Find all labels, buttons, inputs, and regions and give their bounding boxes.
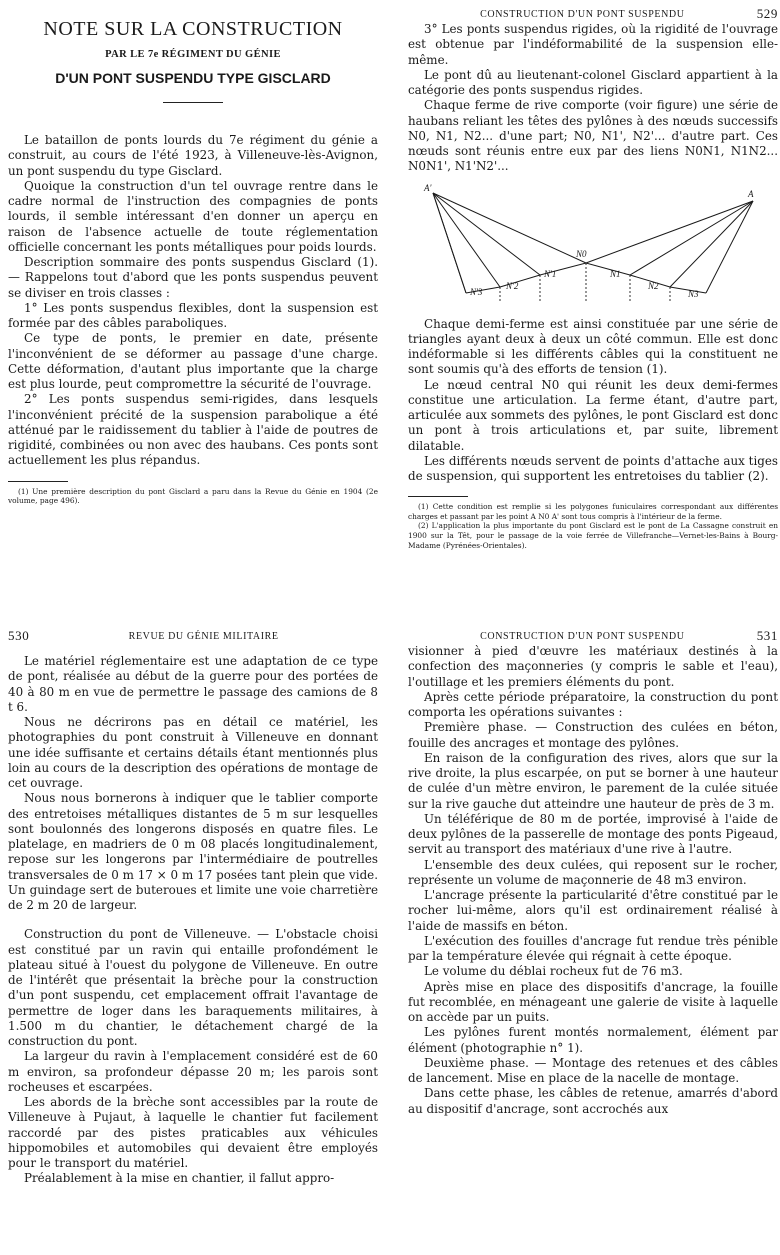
page-number: 529 bbox=[756, 6, 778, 21]
running-header bbox=[408, 628, 778, 644]
footnote: (2) L'application la plus importante du pont Gisclard est le pont de La Cassagne construit en 1900 sur la Têt, pour le passage de la voie ferrée de Villefranche—Vernet-les-Bains à Bourg-Madame (Pyrénées-Orientales). bbox=[408, 521, 778, 550]
paragraph: L'ancrage présente la particularité d'être constitué par le rocher lui-même, alors qu'il est ordinairement réalisé à l'aide de massifs en béton. bbox=[408, 888, 778, 933]
paragraph: visionner à pied d'œuvre les matériaux destinés à la confection des maçonneries (y compris le sable et l'eau), l'outillage et les premiers éléments du pont. bbox=[408, 644, 778, 689]
paragraph: Quoique la construction d'un tel ouvrage rentre dans le cadre normal de l'instruction des compagnies de ponts lourds, il semble intéressant d'en donner un aperçu en raison de l'absence actuelle de toute réglementation officielle concernant les ponts métalliques pour poids lourds. bbox=[8, 178, 378, 254]
page-number: 530 bbox=[8, 628, 30, 643]
pylon-side bbox=[433, 193, 466, 293]
running-header bbox=[8, 628, 378, 644]
page-left-top bbox=[8, 6, 378, 616]
paragraph: Le pont dû au lieutenant-colonel Gisclard appartient à la catégorie des ponts suspendus rigides. bbox=[408, 67, 778, 97]
hauban-line bbox=[433, 193, 500, 287]
label-A-prime: A' bbox=[424, 182, 432, 193]
paragraph: Première phase. — Construction des culées en béton, fouille des ancrages et montage des pylônes. bbox=[408, 720, 778, 750]
paragraph: Nous nous bornerons à indiquer que le tablier comporte des entretoises métalliques distantes de 5 m sur lesquelles sont boulonnés des longerons disposés en quatre files. Le platelage, en madriers de 0 m 08 placés longitudinalement, repose sur les longerons par l'intermédiaire de poutrelles transversales de 0 m 17 × 0 m 17 posées tant plein que vide. Un guindage sert de buteroues et limite une voie charretière de 2 m 20 de largeur. bbox=[8, 791, 378, 912]
label-N3-prime: N'3 bbox=[470, 286, 483, 297]
paragraph: Chaque demi-ferme est ainsi constituée par une série de triangles ayant deux à deux un côté commun. Elle est donc indéformable si les différents câbles qui la constituent ne sont soumis qu'à des efforts de tension (1). bbox=[408, 316, 778, 377]
running-head-title: CONSTRUCTION D'UN PONT SUSPENDU bbox=[480, 630, 685, 642]
paragraph: 1° Les ponts suspendus flexibles, dont la suspension est formée par des câbles paraboliques. bbox=[8, 300, 378, 330]
label-N3: N3 bbox=[688, 288, 699, 299]
paragraph: Après mise en place des dispositifs d'ancrage, la fouille fut recomblée, en ménageant une galerie de visite à laquelle on accède par un puits. bbox=[408, 979, 778, 1024]
paragraph: L'exécution des fouilles d'ancrage fut rendue très pénible par la température élevée qui régnait à cette époque. bbox=[408, 933, 778, 963]
footnote-divider bbox=[408, 496, 468, 497]
paragraph: Dans cette phase, les câbles de retenue, amarrés d'abord au dispositif d'ancrage, sont accrochés aux bbox=[408, 1086, 778, 1116]
running-head-title: REVUE DU GÉNIE MILITAIRE bbox=[128, 630, 279, 642]
running-header bbox=[408, 6, 778, 22]
paragraph: Les abords de la brèche sont accessibles par la route de Villeneuve à Pujaut, à laquelle le chantier fut facilement raccordé par des pistes praticables aux véhicules hippomobiles et automobiles qui devaient être employés pour le transport du matériel. bbox=[8, 1095, 378, 1170]
label-A: A bbox=[748, 188, 754, 199]
article-title-line3: D'UN PONT SUSPENDU TYPE GISCLARD bbox=[55, 70, 331, 86]
title-divider bbox=[163, 102, 223, 103]
paragraph: Le bataillon de ponts lourds du 7e régiment du génie a construit, au cours de l'été 1923, à Villeneuve-lès-Avignon, un pont suspendu du type Gisclard. bbox=[8, 133, 378, 178]
paragraph: Les différents nœuds servent de points d'attache aux tiges de suspension, qui supportent les entretoises du tablier (2). bbox=[408, 453, 778, 483]
paragraph: Un téléférique de 80 m de portée, improvisé à l'aide de deux pylônes de la passerelle de montage des ponts Pigeaud, servit au transport des matériaux d'une rive à l'autre. bbox=[408, 811, 778, 857]
paragraph: Après cette période préparatoire, la construction du pont comporta les opérations suivantes : bbox=[408, 689, 778, 719]
hauban-line bbox=[586, 201, 753, 263]
running-head-title: CONSTRUCTION D'UN PONT SUSPENDU bbox=[480, 8, 685, 20]
footnote: (1) Cette condition est remplie si les polygones funiculaires correspondant aux différentes charges et passant par les point A N0 A' sont tous compris à l'intérieur de la ferme. bbox=[408, 502, 778, 521]
paragraph: En raison de la configuration des rives, alors que sur la rive droite, la plus escarpée, on put se borner à une hauteur de culée d'un mètre environ, le parement de la culée située sur la rive gauche dut atteindre une hauteur de près de 3 m. bbox=[408, 750, 778, 811]
paragraph: Le matériel réglementaire est une adaptation de ce type de pont, réalisée au début de la guerre pour des portées de 40 à 80 m en vue de permettre le passage des camions de 8 t 6. bbox=[8, 654, 378, 714]
paragraph: Nous ne décrirons pas en détail ce matériel, les photographies du pont construit à Villeneuve en donnant une idée suffisante et certains détails étant mentionnés plus loin au cours de la description des opérations de montage de cet ouvrage. bbox=[8, 715, 378, 790]
paragraph: Deuxième phase. — Montage des retenues et des câbles de lancement. Mise en place de la nacelle de montage. bbox=[408, 1055, 778, 1085]
paragraph: 3° Les ponts suspendus rigides, où la rigidité de l'ouvrage est obtenue par l'indéformabilité de la suspension elle-même. bbox=[408, 22, 778, 67]
article-title-line2: PAR LE 7e RÉGIMENT DU GÉNIE bbox=[105, 49, 281, 60]
paragraph: Description sommaire des ponts suspendus Gisclard (1). — Rappelons tout d'abord que les ponts suspendus peuvent se diviser en trois classes : bbox=[8, 255, 378, 300]
page-right-bottom bbox=[408, 628, 778, 1250]
label-N1: N1 bbox=[610, 268, 621, 279]
paragraph: Le nœud central N0 qui réunit les deux demi-fermes constitue une articulation. La ferme étant, d'autre part, articulée aux sommets des pylônes, le pont Gisclard est donc un pont à trois articulations et, par suite, librement dilatable. bbox=[408, 377, 778, 453]
footnote: (1) Une première description du pont Gisclard a paru dans la Revue du Génie en 1904 (2e volume, page 496). bbox=[8, 486, 378, 506]
paragraph: La largeur du ravin à l'emplacement considéré est de 60 m environ, sa profondeur dépasse 20 m; les parois sont rocheuses et escarpées. bbox=[8, 1049, 378, 1094]
page-left-bottom bbox=[8, 628, 378, 1250]
hauban-line bbox=[433, 193, 540, 275]
paragraph: L'ensemble des deux culées, qui reposent sur le rocher, représente un volume de maçonnerie de 48 m3 environ. bbox=[408, 857, 778, 887]
footnote-divider bbox=[8, 481, 68, 482]
paragraph: Le volume du déblai rocheux fut de 76 m3. bbox=[424, 964, 683, 979]
section-gap bbox=[8, 913, 378, 927]
paragraph: Préalablement à la mise en chantier, il fallut appro- bbox=[24, 1171, 335, 1186]
label-N1-prime: N'1 bbox=[544, 268, 557, 279]
page-number: 531 bbox=[756, 628, 778, 643]
paragraph: Ce type de ponts, le premier en date, présente l'inconvénient de se déformer au passage d'une charge. Cette déformation, d'autant plus importante que la charge est plus lourde, peut compromettre la sécurité de l'ouvrage. bbox=[8, 331, 378, 391]
paragraph: Construction du pont de Villeneuve. — L'obstacle choisi est constitué par un ravin qui entaille profondément le plateau situé à l'ouest du polygone de Villeneuve. En outre de l'intérêt que présentait la brèche pour la construction d'un pont suspendu, cet emplacement offrait l'avantage de permettre de loger dans les baraquements militaires, à 1.500 m du chantier, le détachement chargé de la construction du pont. bbox=[8, 927, 378, 1048]
paragraph: Les pylônes furent montés normalement, élément par élément (photographie n° 1). bbox=[408, 1025, 778, 1055]
label-N2-prime: N'2 bbox=[506, 280, 519, 291]
paragraph: 2° Les ponts suspendus semi-rigides, dans lesquels l'inconvénient précité de la suspension parabolique a été atténué par le raidissement du tablier à l'aide de poutres de rigidité, combinées ou non avec des haubans. Ces ponts sont actuellement les plus répandus. bbox=[8, 392, 378, 468]
label-N2: N2 bbox=[648, 280, 659, 291]
hauban-line bbox=[433, 193, 586, 263]
paragraph: Chaque ferme de rive comporte (voir figure) une série de haubans reliant les têtes des pylônes à des nœuds successifs N0, N1, N2... d'une part; N0, N1', N2'... d'autre part. Ces nœuds sont réunis entre eux par des liens N0N1, N1N2... N0N1', N1'N2'... bbox=[408, 98, 778, 174]
page-right-top bbox=[408, 6, 778, 616]
article-title-line1: NOTE SUR LA CONSTRUCTION bbox=[43, 18, 343, 40]
label-N0: N0 bbox=[576, 248, 587, 259]
bridge-diagram bbox=[408, 179, 778, 309]
